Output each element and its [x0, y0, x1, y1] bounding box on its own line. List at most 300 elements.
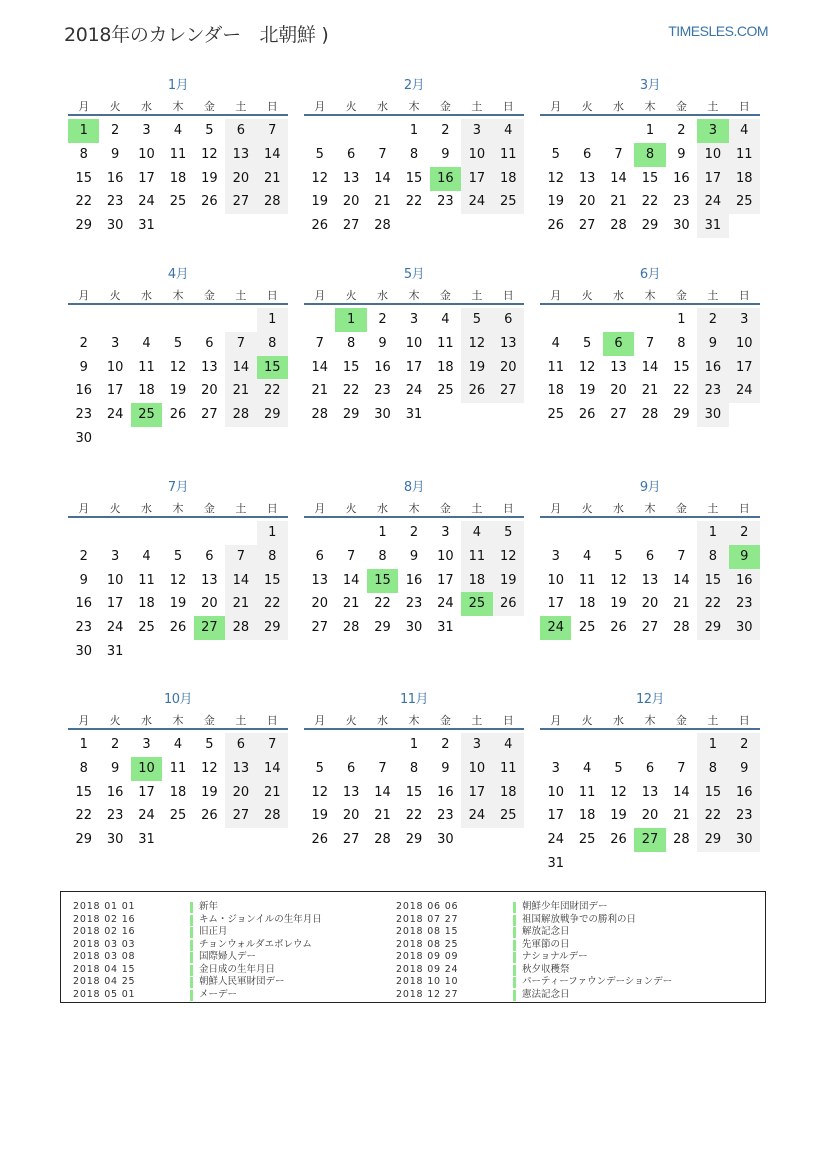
- weekday-divider: [68, 516, 288, 518]
- weekday-header: 火: [581, 289, 593, 302]
- day-cell: 12: [169, 572, 187, 588]
- day-cell: 30: [106, 832, 124, 848]
- day-cell: 19: [311, 808, 328, 824]
- day-cell: 21: [374, 808, 391, 824]
- day-cell: 11: [578, 572, 596, 588]
- day-cell: 14: [610, 170, 627, 186]
- day-cell: 1: [697, 733, 728, 757]
- day-cell: 19: [311, 194, 328, 210]
- day-cell: 5: [205, 123, 214, 138]
- day-cell: 9: [79, 572, 88, 588]
- day-cell: 11: [547, 359, 564, 375]
- day-cell: 6: [225, 733, 256, 757]
- day-cell: 5: [205, 737, 214, 752]
- weekday-header: 火: [345, 289, 357, 302]
- day-cell: 16: [374, 359, 391, 375]
- day-cell: 18: [547, 383, 564, 399]
- day-cell: 8: [79, 146, 88, 162]
- day-cell: 31: [138, 832, 155, 848]
- holiday-date: 2018 09 09: [396, 951, 459, 962]
- day-cell: 17: [547, 596, 564, 612]
- holiday-day-cell: 6: [603, 332, 634, 356]
- holiday-date: 2018 05 01: [73, 988, 136, 1000]
- weekday-header: 水: [141, 502, 153, 515]
- holiday-name: 先軍節の日: [522, 938, 570, 950]
- weekday-header: 土: [235, 714, 247, 727]
- day-cell: 21: [257, 167, 288, 191]
- holiday-name: パーティーファウンデーションデー: [522, 976, 673, 987]
- holiday-marker: [513, 965, 516, 976]
- weekday-header: 火: [345, 502, 357, 515]
- day-cell: 11: [729, 143, 760, 167]
- month-name: 9月: [639, 480, 661, 495]
- holiday-day-cell: 10: [131, 757, 162, 781]
- day-cell: 6: [582, 146, 592, 162]
- day-cell: 28: [342, 620, 360, 636]
- day-cell: 14: [673, 784, 690, 800]
- holiday-date: 2018 03 08: [73, 951, 136, 962]
- day-cell: 5: [551, 146, 560, 162]
- day-cell: 31: [697, 214, 728, 238]
- day-cell: 7: [257, 733, 288, 757]
- day-cell: 2: [378, 312, 387, 327]
- weekday-header: 火: [345, 100, 357, 113]
- day-cell: 7: [645, 335, 655, 351]
- day-cell: 17: [437, 572, 454, 588]
- day-cell: 4: [582, 548, 592, 564]
- day-cell: 15: [342, 359, 360, 375]
- day-cell: 27: [641, 620, 659, 636]
- day-cell: 29: [374, 620, 391, 636]
- day-cell: 21: [374, 194, 391, 210]
- holiday-name: 朝鮮少年団財団デー: [522, 901, 608, 912]
- day-cell: 16: [106, 784, 124, 800]
- day-cell: 17: [405, 359, 423, 375]
- day-cell: 13: [201, 359, 218, 375]
- day-cell: 23: [405, 596, 423, 612]
- day-cell: 9: [677, 146, 686, 162]
- day-cell: 24: [106, 620, 124, 636]
- day-cell: 26: [610, 832, 627, 848]
- day-cell: 28: [311, 407, 328, 423]
- day-cell: 4: [729, 119, 760, 143]
- weekday-header: 火: [581, 100, 593, 113]
- day-cell: 12: [493, 545, 524, 569]
- day-cell: 19: [201, 784, 218, 800]
- day-cell: 24: [405, 383, 423, 399]
- weekday-header: 水: [141, 714, 153, 727]
- day-cell: 28: [673, 620, 690, 636]
- day-cell: 5: [582, 335, 592, 351]
- day-cell: 6: [493, 308, 524, 332]
- day-cell: 31: [106, 644, 124, 659]
- day-cell: 13: [641, 572, 659, 588]
- day-cell: 2: [409, 525, 419, 540]
- weekday-header: 金: [675, 100, 687, 113]
- weekday-header: 木: [172, 714, 184, 727]
- day-cell: 27: [493, 379, 524, 403]
- day-cell: 20: [641, 596, 659, 612]
- weekday-divider: [540, 303, 760, 305]
- weekday-header: 土: [471, 502, 483, 515]
- day-cell: 30: [729, 616, 760, 640]
- weekday-header: 月: [550, 502, 562, 515]
- day-cell: 8: [697, 757, 728, 781]
- weekday-header: 日: [738, 289, 750, 302]
- day-cell: 19: [169, 596, 187, 612]
- day-cell: 6: [205, 548, 214, 564]
- month-name: 3月: [639, 78, 661, 93]
- weekday-header: 月: [78, 100, 90, 113]
- day-cell: 9: [409, 548, 419, 564]
- day-cell: 19: [610, 596, 627, 612]
- day-cell: 10: [461, 143, 492, 167]
- day-cell: 9: [441, 760, 450, 776]
- weekday-divider: [68, 728, 288, 730]
- day-cell: 7: [225, 332, 256, 356]
- month-name: 8月: [403, 480, 425, 495]
- month-name: 10月: [163, 692, 193, 707]
- day-cell: 5: [614, 548, 623, 564]
- day-cell: 4: [493, 119, 524, 143]
- weekday-header: 火: [581, 502, 593, 515]
- day-cell: 28: [374, 218, 391, 234]
- holiday-marker: [190, 952, 193, 963]
- weekday-header: 金: [675, 502, 687, 515]
- day-cell: 15: [697, 781, 728, 805]
- holiday-name: 朝鮮人民軍財団デー: [199, 976, 285, 987]
- weekday-header: 水: [141, 100, 153, 113]
- weekday-header: 日: [502, 289, 514, 302]
- day-cell: 30: [729, 828, 760, 852]
- weekday-header: 金: [203, 714, 215, 727]
- holiday-day-cell: 8: [634, 143, 665, 167]
- weekday-header: 日: [502, 100, 514, 113]
- weekday-header: 月: [550, 100, 562, 113]
- day-cell: 11: [169, 146, 187, 162]
- weekday-header: 火: [109, 714, 121, 727]
- holiday-day-cell: 27: [634, 828, 665, 852]
- day-cell: 8: [697, 545, 728, 569]
- holiday-day-cell: 25: [461, 592, 492, 616]
- day-cell: 3: [110, 335, 120, 351]
- day-cell: 27: [578, 218, 596, 234]
- day-cell: 13: [641, 784, 659, 800]
- day-cell: 20: [493, 356, 524, 380]
- holiday-date: 2018 04 15: [73, 963, 136, 975]
- day-cell: 15: [697, 569, 728, 593]
- day-cell: 10: [138, 146, 155, 162]
- weekday-header: 土: [707, 289, 719, 302]
- day-cell: 23: [729, 592, 760, 616]
- weekday-divider: [540, 114, 760, 116]
- day-cell: 28: [225, 616, 256, 640]
- day-cell: 2: [677, 123, 686, 138]
- day-cell: 7: [614, 146, 623, 162]
- day-cell: 22: [75, 808, 92, 824]
- day-cell: 10: [547, 784, 564, 800]
- weekday-header: 月: [314, 502, 326, 515]
- day-cell: 1: [677, 312, 686, 327]
- day-cell: 26: [493, 592, 524, 616]
- day-cell: 22: [405, 194, 423, 210]
- holiday-date: 2018 02 16: [73, 926, 136, 937]
- day-cell: 26: [578, 407, 596, 423]
- weekday-header: 土: [235, 289, 247, 302]
- day-cell: 13: [311, 572, 328, 588]
- day-cell: 28: [610, 218, 627, 234]
- day-cell: 16: [437, 784, 454, 800]
- day-cell: 18: [138, 596, 155, 612]
- day-cell: 18: [729, 167, 760, 191]
- weekday-header: 土: [471, 100, 483, 113]
- day-cell: 25: [169, 808, 187, 824]
- holiday-marker: [513, 977, 516, 988]
- day-cell: 13: [201, 572, 218, 588]
- weekday-header: 月: [550, 289, 562, 302]
- weekday-header: 日: [266, 502, 278, 515]
- day-cell: 30: [697, 403, 728, 427]
- weekday-header: 月: [78, 289, 90, 302]
- weekday-header: 日: [266, 100, 278, 113]
- day-cell: 20: [201, 383, 218, 399]
- holiday-date: 2018 12 27: [396, 988, 459, 1000]
- weekday-header: 月: [550, 714, 562, 727]
- holiday-date: 2018 01 01: [73, 901, 136, 912]
- day-cell: 18: [493, 167, 524, 191]
- day-cell: 15: [75, 784, 92, 800]
- day-cell: 20: [201, 596, 218, 612]
- holiday-day-cell: 27: [194, 616, 225, 640]
- day-cell: 4: [173, 123, 183, 138]
- holiday-date: 2018 08 25: [396, 938, 459, 950]
- weekday-header: 木: [408, 714, 420, 727]
- holiday-marker: [190, 977, 193, 988]
- holiday-date: 2018 07 27: [396, 913, 459, 925]
- weekday-header: 土: [707, 100, 719, 113]
- day-cell: 2: [110, 123, 120, 138]
- day-cell: 9: [697, 332, 728, 356]
- day-cell: 13: [610, 359, 627, 375]
- day-cell: 16: [729, 569, 760, 593]
- day-cell: 23: [75, 620, 92, 636]
- day-cell: 24: [437, 596, 454, 612]
- day-cell: 12: [461, 332, 492, 356]
- day-cell: 8: [409, 760, 419, 776]
- holiday-marker: [513, 915, 516, 926]
- day-cell: 28: [257, 804, 288, 828]
- day-cell: 1: [378, 525, 387, 540]
- day-cell: 22: [697, 592, 728, 616]
- holiday-marker: [513, 902, 516, 913]
- day-cell: 17: [461, 781, 492, 805]
- day-cell: 1: [409, 737, 419, 752]
- day-cell: 30: [75, 644, 92, 659]
- weekday-header: 金: [439, 100, 451, 113]
- day-cell: 24: [138, 808, 155, 824]
- day-cell: 6: [346, 760, 356, 776]
- day-cell: 15: [405, 170, 423, 186]
- day-cell: 18: [437, 359, 454, 375]
- day-cell: 4: [493, 733, 524, 757]
- holiday-day-cell: 1: [68, 119, 99, 143]
- day-cell: 8: [346, 335, 356, 351]
- day-cell: 9: [110, 146, 120, 162]
- day-cell: 18: [169, 784, 187, 800]
- day-cell: 2: [729, 521, 760, 545]
- day-cell: 30: [106, 218, 124, 234]
- day-cell: 29: [697, 616, 728, 640]
- day-cell: 22: [374, 596, 391, 612]
- weekday-header: 土: [471, 289, 483, 302]
- day-cell: 30: [437, 832, 454, 848]
- day-cell: 3: [142, 123, 151, 138]
- weekday-divider: [304, 114, 524, 116]
- day-cell: 11: [169, 760, 187, 776]
- day-cell: 4: [582, 760, 592, 776]
- day-cell: 27: [342, 218, 360, 234]
- weekday-header: 木: [172, 502, 184, 515]
- day-cell: 25: [578, 620, 596, 636]
- weekday-header: 木: [408, 502, 420, 515]
- day-cell: 7: [257, 119, 288, 143]
- day-cell: 21: [673, 808, 690, 824]
- day-cell: 29: [75, 832, 92, 848]
- day-cell: 21: [257, 781, 288, 805]
- day-cell: 29: [641, 218, 659, 234]
- day-cell: 16: [405, 572, 423, 588]
- day-cell: 9: [110, 760, 120, 776]
- day-cell: 10: [547, 572, 564, 588]
- day-cell: 27: [342, 832, 360, 848]
- day-cell: 6: [205, 335, 214, 351]
- weekday-header: 日: [266, 714, 278, 727]
- day-cell: 21: [342, 596, 360, 612]
- day-cell: 17: [106, 383, 124, 399]
- day-cell: 18: [461, 569, 492, 593]
- weekday-divider: [304, 516, 524, 518]
- day-cell: 29: [405, 832, 423, 848]
- holiday-day-cell: 16: [430, 167, 461, 191]
- day-cell: 10: [106, 572, 124, 588]
- holiday-marker: [190, 990, 193, 1001]
- day-cell: 24: [461, 804, 492, 828]
- holiday-day-cell: 15: [367, 569, 398, 593]
- holiday-date: 2018 06 06: [396, 901, 459, 912]
- weekday-header: 水: [377, 100, 389, 113]
- day-cell: 11: [578, 784, 596, 800]
- weekday-header: 火: [109, 502, 121, 515]
- day-cell: 26: [201, 808, 218, 824]
- day-cell: 19: [169, 383, 187, 399]
- day-cell: 26: [461, 379, 492, 403]
- holiday-marker: [513, 952, 516, 963]
- day-cell: 20: [225, 167, 256, 191]
- day-cell: 4: [551, 335, 560, 351]
- day-cell: 21: [610, 194, 627, 210]
- day-cell: 25: [138, 620, 155, 636]
- day-cell: 25: [547, 407, 564, 423]
- day-cell: 11: [437, 335, 454, 351]
- holiday-marker: [190, 940, 193, 951]
- day-cell: 21: [225, 592, 256, 616]
- day-cell: 28: [374, 832, 391, 848]
- holiday-date: 2018 08 15: [396, 926, 459, 937]
- day-cell: 14: [311, 359, 328, 375]
- day-cell: 16: [697, 356, 728, 380]
- day-cell: 10: [106, 359, 124, 375]
- day-cell: 20: [641, 808, 659, 824]
- day-cell: 23: [729, 804, 760, 828]
- weekday-header: 水: [377, 714, 389, 727]
- day-cell: 10: [461, 757, 492, 781]
- day-cell: 20: [342, 808, 360, 824]
- weekday-header: 土: [471, 714, 483, 727]
- day-cell: 26: [311, 218, 328, 234]
- weekday-header: 金: [675, 289, 687, 302]
- weekday-divider: [540, 728, 760, 730]
- day-cell: 2: [441, 123, 450, 138]
- day-cell: 24: [106, 407, 124, 423]
- weekday-header: 月: [78, 714, 90, 727]
- weekday-header: 月: [78, 502, 90, 515]
- day-cell: 1: [409, 123, 419, 138]
- day-cell: 29: [257, 616, 288, 640]
- day-cell: 14: [374, 170, 391, 186]
- holiday-date: 2018 09 24: [396, 963, 459, 975]
- weekday-header: 水: [613, 714, 625, 727]
- day-cell: 18: [169, 170, 187, 186]
- day-cell: 9: [79, 359, 88, 375]
- weekday-header: 日: [502, 502, 514, 515]
- day-cell: 19: [201, 170, 218, 186]
- day-cell: 21: [311, 383, 328, 399]
- day-cell: 23: [106, 194, 124, 210]
- day-cell: 3: [729, 308, 760, 332]
- day-cell: 23: [374, 383, 391, 399]
- day-cell: 3: [409, 312, 419, 327]
- day-cell: 25: [493, 190, 524, 214]
- day-cell: 7: [677, 548, 686, 564]
- holiday-name: 解放記念日: [522, 926, 570, 937]
- day-cell: 30: [673, 218, 690, 234]
- day-cell: 25: [578, 832, 596, 848]
- day-cell: 22: [673, 383, 690, 399]
- holiday-marker: [190, 965, 193, 976]
- day-cell: 16: [729, 781, 760, 805]
- day-cell: 27: [225, 804, 256, 828]
- day-cell: 30: [374, 407, 391, 423]
- day-cell: 20: [578, 194, 596, 210]
- day-cell: 3: [461, 119, 492, 143]
- day-cell: 14: [641, 359, 659, 375]
- day-cell: 14: [225, 569, 256, 593]
- day-cell: 8: [409, 146, 419, 162]
- day-cell: 31: [437, 620, 454, 636]
- day-cell: 28: [673, 832, 690, 848]
- day-cell: 16: [106, 170, 124, 186]
- weekday-header: 木: [644, 100, 656, 113]
- brand-logo-text[interactable]: TIMESLES.COM: [668, 23, 768, 39]
- day-cell: 7: [378, 760, 387, 776]
- day-cell: 13: [493, 332, 524, 356]
- holiday-marker: [190, 902, 193, 913]
- holiday-name: 新年: [199, 901, 219, 912]
- weekday-divider: [68, 303, 288, 305]
- day-cell: 27: [311, 620, 328, 636]
- day-cell: 2: [110, 737, 120, 752]
- page-title: 2018年のカレンダー 北朝鮮 ): [64, 24, 329, 46]
